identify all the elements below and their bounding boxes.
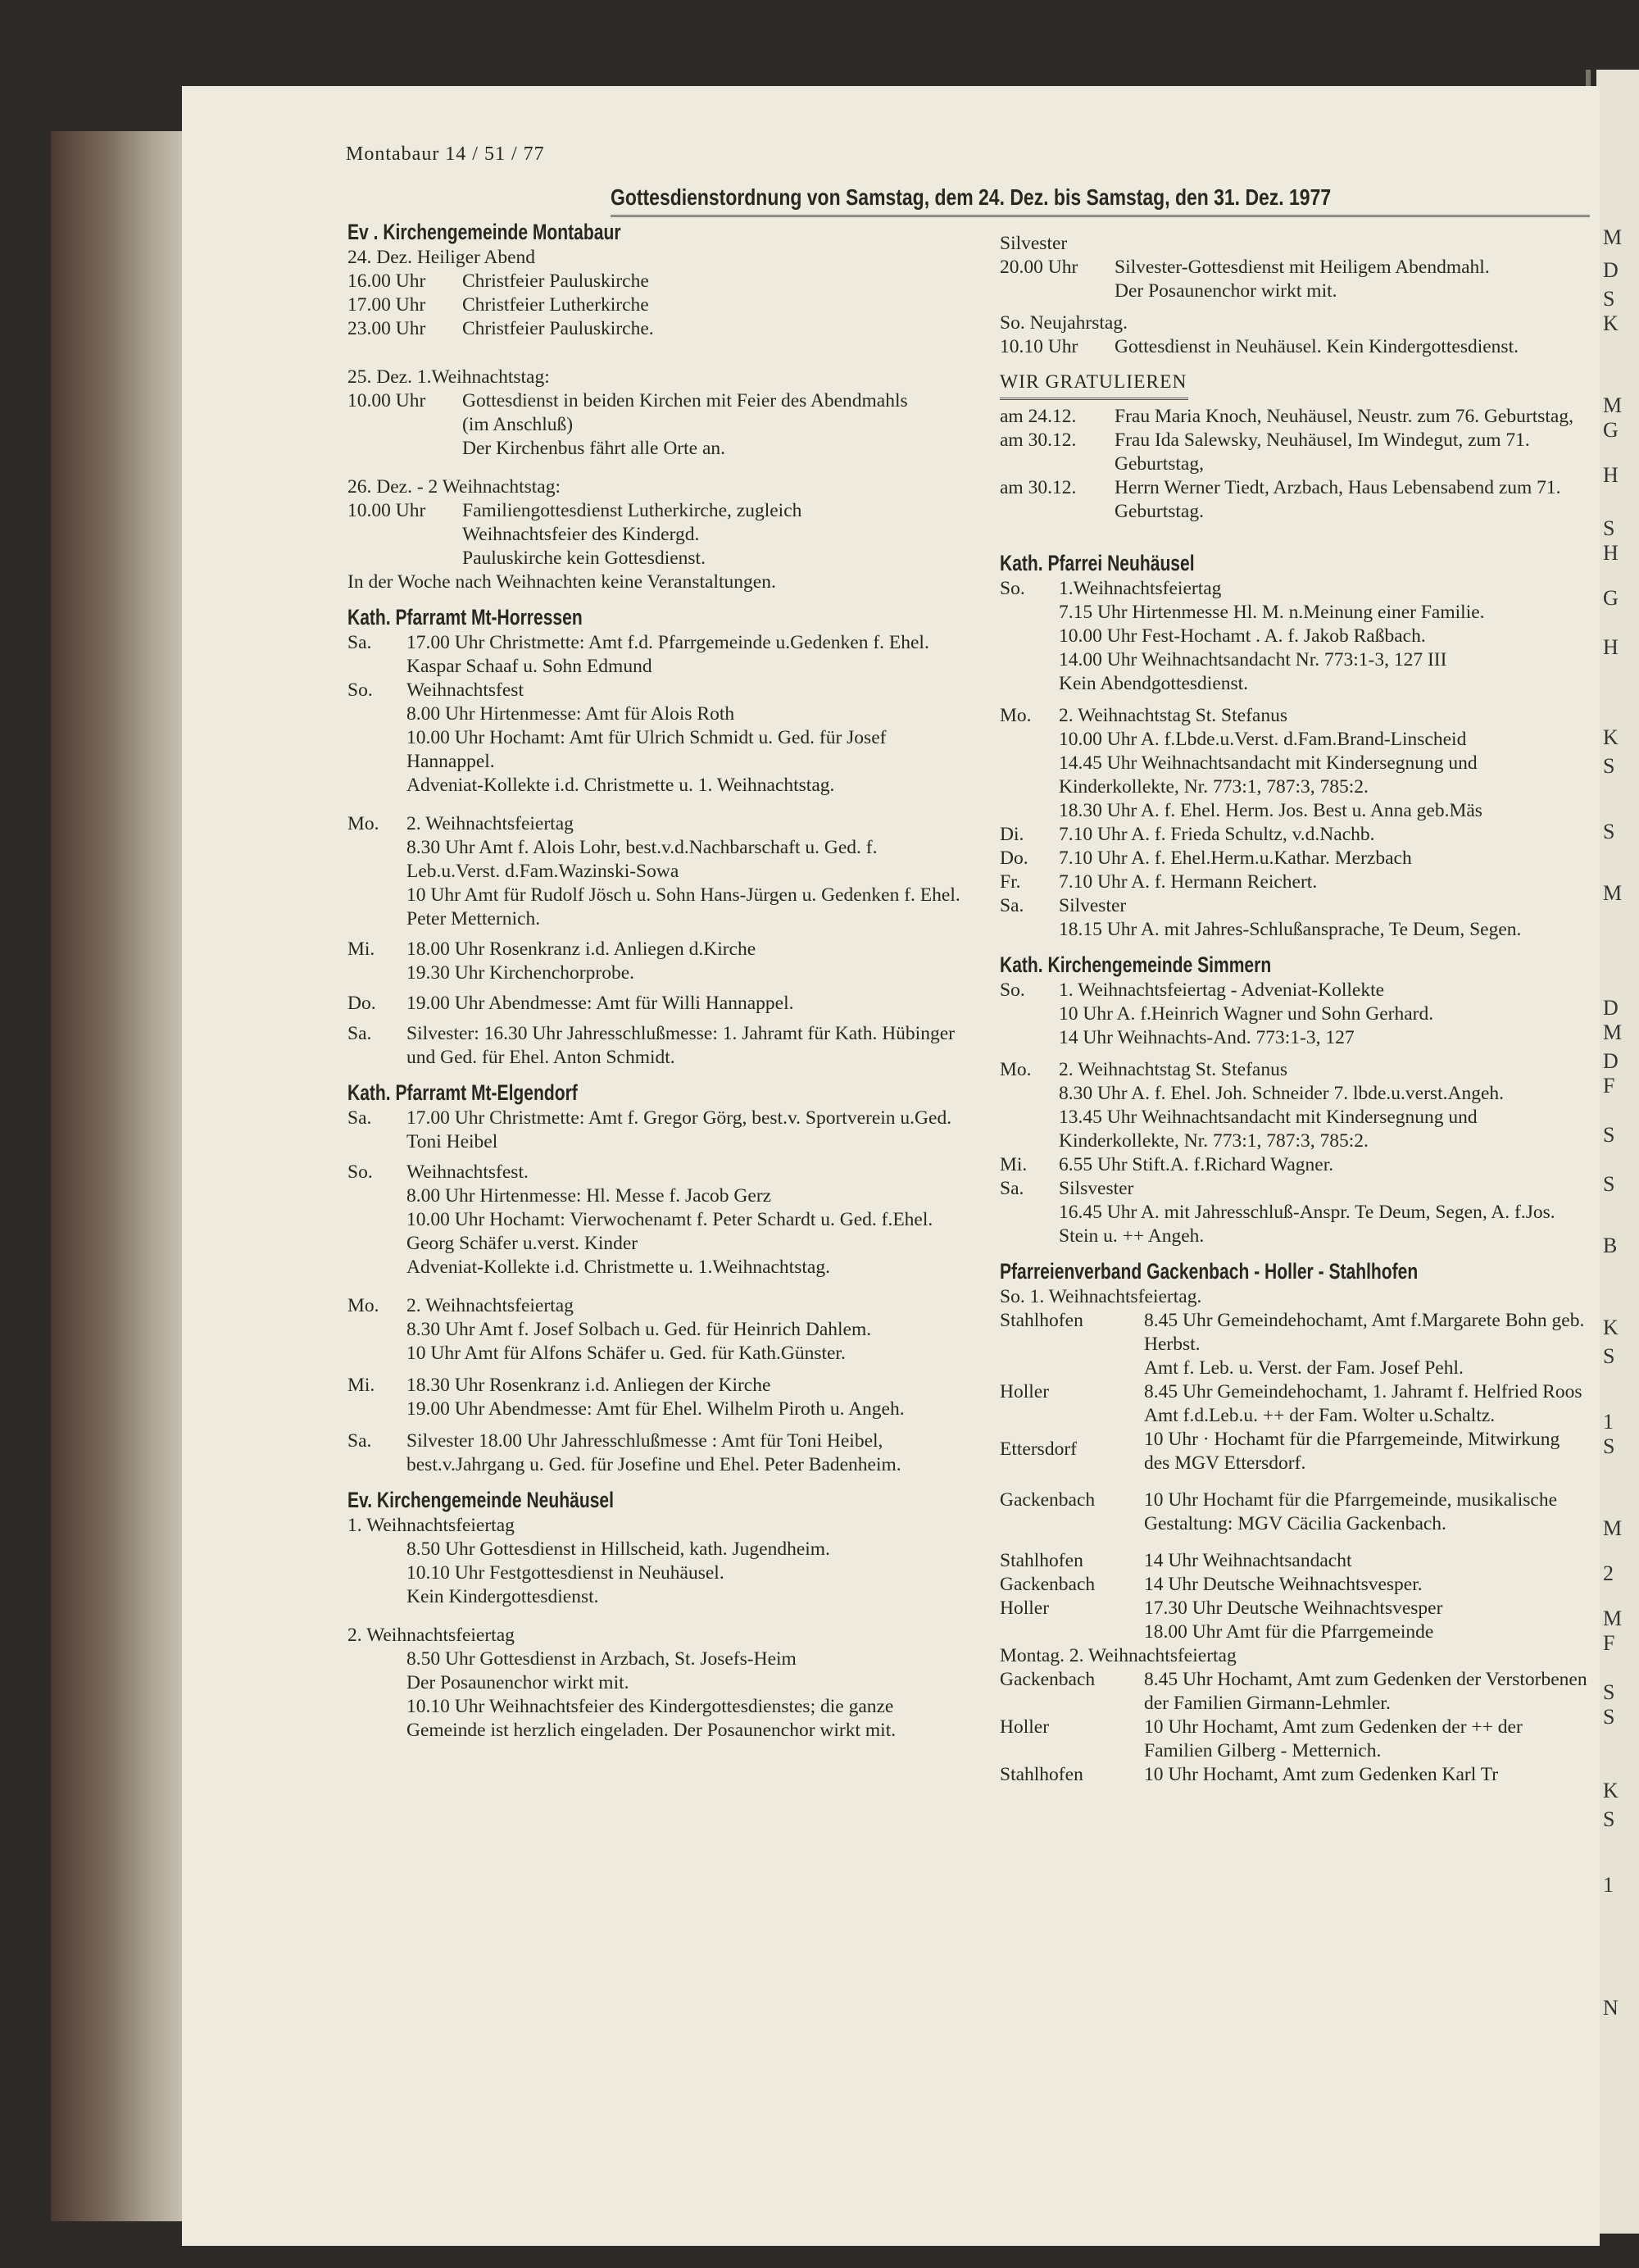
right-column — [1000, 232, 1590, 1787]
text-line: 8.50 Uhr Gottesdienst in Arzbach, St. Josefs-Heim — [406, 1648, 797, 1670]
text-line: Der Posaunenchor wirkt mit. — [1115, 280, 1337, 302]
facing-letter: S — [1603, 820, 1615, 843]
schedule-row — [347, 938, 970, 961]
schedule-row — [1000, 870, 1590, 894]
date: am 24.12. — [1000, 406, 1077, 427]
schedule-row — [1000, 335, 1590, 359]
section-title: Kath. Pfarramt Mt-Horressen — [347, 605, 583, 629]
schedule-row — [347, 1022, 970, 1070]
text-line: Der Kirchenbus fährt alle Orte an. — [462, 438, 726, 459]
parish-row — [1000, 1428, 1590, 1475]
document-page — [182, 86, 1600, 2246]
section-title: Kath. Pfarramt Mt-Elgendorf — [347, 1080, 578, 1105]
date: am 30.12. — [1000, 477, 1077, 498]
schedule-row — [347, 631, 970, 679]
weekday: Do. — [347, 993, 376, 1014]
greeting: Herrn Werner Tiedt, Arzbach, Haus Lebensabend zum 71. Geburtstag. — [1115, 477, 1561, 522]
parish-row — [1000, 1573, 1590, 1597]
weekday: Mo. — [347, 1295, 379, 1316]
text-line: 2. Weihnachtsfeiertag — [347, 1625, 515, 1646]
text-line: Amt f.d.Leb.u. ++ der Fam. Wolter u.Schaltz. — [1144, 1405, 1496, 1426]
text-line: Der Posaunenchor wirkt mit. — [406, 1672, 629, 1693]
event: Weihnachtsfest. — [406, 1161, 529, 1183]
schedule-row — [1000, 894, 1590, 918]
schedule-row — [1000, 1058, 1590, 1082]
facing-letter: M — [1603, 225, 1623, 249]
parish-row — [1000, 1763, 1590, 1787]
page-title: Gottesdienstordnung von Samstag, dem 24. Dez. bis Samstag, den 31. Dez. 1977 — [611, 184, 1332, 210]
event: 10 Uhr Hochamt, Amt zum Gedenken Karl Tr — [1144, 1764, 1499, 1785]
event: 7.10 Uhr A. f. Hermann Reichert. — [1059, 871, 1318, 893]
facing-letter: 1 — [1603, 1410, 1614, 1434]
text-line: 8.30 Uhr Amt f. Josef Solbach u. Ged. für Heinrich Dahlem. — [406, 1319, 872, 1340]
schedule-row — [347, 679, 970, 702]
facing-letter: S — [1603, 516, 1615, 540]
facing-letter: S — [1603, 1680, 1615, 1704]
time: 10.00 Uhr — [347, 390, 426, 411]
event: 10 Uhr · Hochamt für die Pfarrgemeinde, Mitwirkung des MGV Ettersdorf. — [1144, 1429, 1560, 1474]
parish-name: Ettersdorf — [1000, 1439, 1077, 1460]
event: Silvester: 16.30 Uhr Jahresschlußmesse: 1. Jahramt für Kath. Hübinger und Ged. für Ehel. Anton Schmidt. — [406, 1023, 955, 1068]
text-line: In der Woche nach Weihnachten keine Veranstaltungen. — [347, 571, 776, 593]
schedule-row — [347, 499, 970, 547]
greeting: Frau Ida Salewsky, Neuhäusel, Im Windegut, zum 71. Geburtstag, — [1115, 430, 1530, 475]
facing-letter: S — [1603, 1123, 1615, 1147]
event: Familiengottesdienst Lutherkirche, zugleich Weihnachtsfeier des Kindergd. — [462, 500, 802, 545]
event: Gottesdienst in beiden Kirchen mit Feier des Abendmahls (im Anschluß) — [462, 390, 908, 435]
schedule-row — [347, 1374, 970, 1398]
schedule-row — [347, 270, 970, 293]
facing-letter: B — [1603, 1234, 1618, 1257]
facing-letter: D — [1603, 258, 1619, 282]
text-line: 14.45 Uhr Weihnachtsandacht mit Kindersegnung und Kinderkollekte, Nr. 773:1, 787:3, 785:2. — [1059, 752, 1478, 798]
text-line: 8.50 Uhr Gottesdienst in Hillscheid, kath. Jugendheim. — [406, 1539, 830, 1560]
time: 10.10 Uhr — [1000, 336, 1078, 357]
event: 1. Weihnachtsfeiertag - Adveniat-Kollekte — [1059, 979, 1385, 1001]
text-line: 10.10 Uhr Festgottesdienst in Neuhäusel. — [406, 1562, 724, 1584]
event: Christfeier Pauluskirche. — [462, 318, 654, 339]
event: Christfeier Pauluskirche — [462, 270, 649, 292]
time: 20.00 Uhr — [1000, 257, 1078, 278]
schedule-row — [1000, 1177, 1590, 1201]
event: Silvester — [1059, 895, 1127, 916]
schedule-row — [1000, 979, 1590, 1002]
text-line: Kein Abendgottesdienst. — [1059, 673, 1249, 694]
text-line: 10.10 Uhr Weihnachtsfeier des Kindergottesdienstes; die ganze Gemeinde ist herzlich eingeladen. Der Posaunenchor wirkt mit. — [406, 1696, 897, 1741]
page-reference: Montabaur 14 / 51 / 77 — [346, 143, 545, 165]
facing-letter: N — [1603, 1996, 1619, 2020]
event: 14 Uhr Weihnachtsandacht — [1144, 1550, 1352, 1571]
title-underline — [611, 215, 1590, 217]
event: 7.10 Uhr A. f. Frieda Schultz, v.d.Nachb. — [1059, 824, 1375, 845]
text-line: 26. Dez. - 2 Weihnachtstag: — [347, 476, 561, 498]
section-title: Ev. Kirchengemeinde Neuhäusel — [347, 1488, 614, 1512]
parish-row — [1000, 1309, 1590, 1357]
text-line: 10.00 Uhr A. f.Lbde.u.Verst. d.Fam.Brand-Linscheid — [1059, 729, 1467, 750]
schedule-row — [1000, 704, 1590, 728]
weekday: Sa. — [347, 632, 372, 653]
parish-name: Stahlhofen — [1000, 1764, 1083, 1785]
text-line: 13.45 Uhr Weihnachtsandacht mit Kindersegnung und Kinderkollekte, Nr. 773:1, 787:3, 785:2. — [1059, 1107, 1478, 1152]
weekday: So. — [347, 679, 373, 701]
weekday: Sa. — [347, 1107, 372, 1129]
parish-name: Stahlhofen — [1000, 1310, 1083, 1331]
event: 18.00 Uhr Rosenkranz i.d. Anliegen d.Kirche — [406, 939, 756, 960]
weekday: So. — [1000, 578, 1025, 599]
weekday: So. — [347, 1161, 373, 1183]
weekday: Mo. — [347, 813, 379, 834]
facing-letter: 2 — [1603, 1561, 1614, 1585]
parish-row — [1000, 1668, 1590, 1716]
parish-name: Gackenbach — [1000, 1574, 1096, 1595]
schedule-row — [347, 812, 970, 836]
text-line: 24. Dez. Heiliger Abend — [347, 247, 536, 268]
event: 2. Weihnachtstag St. Stefanus — [1059, 705, 1287, 726]
text-line: Silvester — [1000, 233, 1068, 254]
birthday-row — [1000, 476, 1590, 524]
parish-name: Holler — [1000, 1598, 1050, 1619]
parish-name: Stahlhofen — [1000, 1550, 1083, 1571]
text-line: 19.30 Uhr Kirchenchorprobe. — [406, 962, 634, 984]
facing-page-strip — [1596, 70, 1639, 2234]
text-line: 14.00 Uhr Weihnachtsandacht Nr. 773:1-3, 127 III — [1059, 649, 1447, 670]
event: Silvester 18.00 Uhr Jahresschlußmesse : Amt für Toni Heibel, best.v.Jahrgang u. Ged. für Josefine und Ehel. Peter Badenheim. — [406, 1430, 901, 1475]
facing-letter: S — [1603, 1705, 1615, 1729]
weekday: Fr. — [1000, 871, 1021, 893]
text-line: 10 Uhr Amt für Rudolf Jösch u. Sohn Hans-Jürgen u. Gedenken f. Ehel. Peter Metternich. — [406, 884, 960, 929]
section-title: Ev . Kirchengemeinde Montabaur — [347, 220, 621, 244]
event: 1.Weihnachtsfeiertag — [1059, 578, 1222, 599]
event: 18.30 Uhr Rosenkranz i.d. Anliegen der Kirche — [406, 1375, 771, 1396]
weekday: So. — [1000, 979, 1025, 1001]
text-line: Adveniat-Kollekte i.d. Christmette u. 1.Weihnachtstag. — [406, 1257, 830, 1278]
event: Silsvester — [1059, 1178, 1134, 1199]
facing-letter: S — [1603, 1172, 1615, 1196]
weekday: Mi. — [1000, 1154, 1028, 1175]
event: Gottesdienst in Neuhäusel. Kein Kindergottesdienst. — [1115, 336, 1519, 357]
text-line: 25. Dez. 1.Weihnachtstag: — [347, 366, 550, 388]
section-title: Kath. Pfarrei Neuhäusel — [1000, 551, 1195, 575]
schedule-row — [347, 1161, 970, 1184]
parish-row — [1000, 1489, 1590, 1536]
date: am 30.12. — [1000, 430, 1077, 451]
text-line: 10.00 Uhr Hochamt: Amt für Ulrich Schmidt u. Ged. für Josef Hannappel. — [406, 727, 887, 772]
event: 14 Uhr Deutsche Weihnachtsvesper. — [1144, 1574, 1423, 1595]
schedule-row — [1000, 847, 1590, 870]
text-line: So. 1. Weihnachtsfeiertag. — [1000, 1286, 1202, 1307]
greeting: Frau Maria Knoch, Neuhäusel, Neustr. zum 76. Geburtstag, — [1115, 406, 1573, 427]
text-line: 10 Uhr Amt für Alfons Schäfer u. Ged. für Kath.Günster. — [406, 1343, 846, 1364]
event: 19.00 Uhr Abendmesse: Amt für Willi Hannappel. — [406, 993, 794, 1014]
parish-row — [1000, 1716, 1590, 1763]
event: Silvester-Gottesdienst mit Heiligem Abendmahl. — [1115, 257, 1490, 278]
facing-letter: G — [1603, 586, 1619, 610]
event: Weihnachtsfest — [406, 679, 524, 701]
event: 17.00 Uhr Christmette: Amt f.d. Pfarrgemeinde u.Gedenken f. Ehel. Kaspar Schaaf u. Sohn Edmund — [406, 632, 929, 677]
facing-letter: F — [1603, 1074, 1615, 1098]
text-line: 18.15 Uhr A. mit Jahres-Schlußansprache, Te Deum, Segen. — [1059, 919, 1522, 940]
facing-letter: S — [1603, 1344, 1615, 1368]
schedule-row — [347, 293, 970, 317]
time: 17.00 Uhr — [347, 294, 426, 316]
time: 16.00 Uhr — [347, 270, 426, 292]
section-title: Pfarreienverband Gackenbach - Holler - Stahlhofen — [1000, 1259, 1419, 1284]
schedule-row — [347, 389, 970, 437]
text-line: 18.00 Uhr Amt für die Pfarrgemeinde — [1144, 1621, 1434, 1643]
parish-row — [1000, 1380, 1590, 1404]
event: 7.10 Uhr A. f. Ehel.Herm.u.Kathar. Merzbach — [1059, 848, 1412, 869]
text-line: 14 Uhr Weihnachts-And. 773:1-3, 127 — [1059, 1027, 1355, 1048]
section-underline — [1000, 398, 1188, 400]
section-title: Kath. Kirchengemeinde Simmern — [1000, 952, 1272, 977]
text-line: 8.00 Uhr Hirtenmesse: Amt für Alois Roth — [406, 703, 735, 725]
weekday: Sa. — [1000, 895, 1024, 916]
facing-letter: K — [1603, 1316, 1619, 1339]
parish-row — [1000, 1597, 1590, 1620]
text-line: 16.45 Uhr A. mit Jahresschluß-Anspr. Te Deum, Segen, A. f.Jos. Stein u. ++ Angeh. — [1059, 1202, 1555, 1247]
weekday: Sa. — [347, 1430, 372, 1452]
text-line: 18.30 Uhr A. f. Ehel. Herm. Jos. Best u. Anna geb.Mäs — [1059, 800, 1482, 821]
schedule-row — [347, 1294, 970, 1318]
facing-letter: K — [1603, 725, 1619, 749]
text-line: So. Neujahrstag. — [1000, 312, 1128, 334]
facing-letter: H — [1603, 635, 1619, 659]
parish-row — [1000, 1549, 1590, 1573]
parish-name: Gackenbach — [1000, 1489, 1096, 1511]
book-page-edges — [51, 131, 190, 2221]
text-line: Amt f. Leb. u. Verst. der Fam. Josef Pehl. — [1144, 1357, 1464, 1379]
parish-name: Gackenbach — [1000, 1669, 1096, 1690]
schedule-row — [347, 992, 970, 1016]
weekday: Sa. — [347, 1023, 372, 1044]
birthday-row — [1000, 405, 1590, 429]
facing-letter: G — [1603, 418, 1619, 442]
event: 8.45 Uhr Gemeindehochamt, Amt f.Margarete Bohn geb. Herbst. — [1144, 1310, 1585, 1355]
weekday: Do. — [1000, 848, 1028, 869]
text-line: Kein Kindergottesdienst. — [406, 1586, 599, 1607]
event: 10 Uhr Hochamt, Amt zum Gedenken der ++ der Familien Gilberg - Metternich. — [1144, 1716, 1523, 1761]
event: 8.45 Uhr Hochamt, Amt zum Gedenken der Verstorbenen der Familien Girmann-Lehmler. — [1144, 1669, 1587, 1714]
event: 2. Weihnachtstag St. Stefanus — [1059, 1059, 1287, 1080]
event: 2. Weihnachtsfeiertag — [406, 1295, 574, 1316]
parish-name: Holler — [1000, 1716, 1050, 1738]
facing-letter: M — [1603, 881, 1623, 905]
facing-letter: S — [1603, 1434, 1615, 1458]
event: Christfeier Lutherkirche — [462, 294, 649, 316]
facing-letter: H — [1603, 463, 1619, 487]
text-line: 7.15 Uhr Hirtenmesse Hl. M. n.Meinung einer Familie. — [1059, 602, 1485, 623]
event: 17.30 Uhr Deutsche Weihnachtsvesper — [1144, 1598, 1443, 1619]
facing-letter: F — [1603, 1631, 1615, 1655]
time: 23.00 Uhr — [347, 318, 426, 339]
text-line: 1. Weihnachtsfeiertag — [347, 1515, 515, 1536]
schedule-row — [1000, 577, 1590, 601]
text-line: 8.30 Uhr A. f. Ehel. Joh. Schneider 7. lbde.u.verst.Angeh. — [1059, 1083, 1505, 1104]
schedule-row — [347, 1107, 970, 1154]
text-line: 10.00 Uhr Hochamt: Vierwochenamt f. Peter Schardt u. Ged. f.Ehel. Georg Schäfer u.verst. Kinder — [406, 1209, 933, 1254]
facing-letter: M — [1603, 393, 1623, 417]
facing-letter: K — [1603, 1779, 1619, 1802]
facing-letter: 1 — [1603, 1873, 1614, 1897]
facing-letter: M — [1603, 1516, 1623, 1540]
facing-letter: M — [1603, 1607, 1623, 1630]
weekday: Di. — [1000, 824, 1024, 845]
parish-name: Holler — [1000, 1381, 1050, 1402]
schedule-row — [347, 317, 970, 341]
weekday: Sa. — [1000, 1178, 1024, 1199]
weekday: Mi. — [347, 939, 375, 960]
text-line: 10 Uhr A. f.Heinrich Wagner und Sohn Gerhard. — [1059, 1003, 1434, 1025]
schedule-row — [1000, 1153, 1590, 1177]
event: 10 Uhr Hochamt für die Pfarrgemeinde, musikalische Gestaltung: MGV Cäcilia Gackenbach. — [1144, 1489, 1558, 1534]
event: 2. Weihnachtsfeiertag — [406, 813, 574, 834]
facing-letter: S — [1603, 754, 1615, 778]
facing-letter: M — [1603, 1020, 1623, 1044]
section-title: WIR GRATULIEREN — [1000, 371, 1187, 393]
birthday-row — [1000, 429, 1590, 476]
text-line: Adveniat-Kollekte i.d. Christmette u. 1. Weihnachtstag. — [406, 775, 835, 796]
schedule-row — [347, 1429, 970, 1477]
text-line: Pauluskirche kein Gottesdienst. — [462, 548, 706, 569]
event: 6.55 Uhr Stift.A. f.Richard Wagner. — [1059, 1154, 1334, 1175]
schedule-row — [1000, 256, 1590, 280]
facing-letter: D — [1603, 996, 1619, 1020]
facing-letter: H — [1603, 541, 1619, 565]
text-line: 8.00 Uhr Hirtenmesse: Hl. Messe f. Jacob Gerz — [406, 1185, 772, 1207]
text-line: Montag. 2. Weihnachtsfeiertag — [1000, 1645, 1237, 1666]
facing-letter: D — [1603, 1049, 1619, 1073]
schedule-row — [1000, 823, 1590, 847]
facing-letter: K — [1603, 311, 1619, 335]
weekday: Mo. — [1000, 705, 1032, 726]
facing-letter: S — [1603, 1807, 1615, 1831]
facing-letter: S — [1603, 287, 1615, 311]
text-line: 8.30 Uhr Amt f. Alois Lohr, best.v.d.Nachbarschaft u. Ged. f. Leb.u.Verst. d.Fam.Wazinski-Sowa — [406, 837, 878, 882]
time: 10.00 Uhr — [347, 500, 426, 521]
weekday: Mo. — [1000, 1059, 1032, 1080]
event: 8.45 Uhr Gemeindehochamt, 1. Jahramt f. Helfried Roos — [1144, 1381, 1582, 1402]
event: 17.00 Uhr Christmette: Amt f. Gregor Görg, best.v. Sportverein u.Ged. Toni Heibel — [406, 1107, 952, 1152]
text-line: 10.00 Uhr Fest-Hochamt . A. f. Jakob Raßbach. — [1059, 625, 1426, 647]
weekday: Mi. — [347, 1375, 375, 1396]
text-line: 19.00 Uhr Abendmesse: Amt für Ehel. Wilhelm Piroth u. Angeh. — [406, 1398, 905, 1420]
